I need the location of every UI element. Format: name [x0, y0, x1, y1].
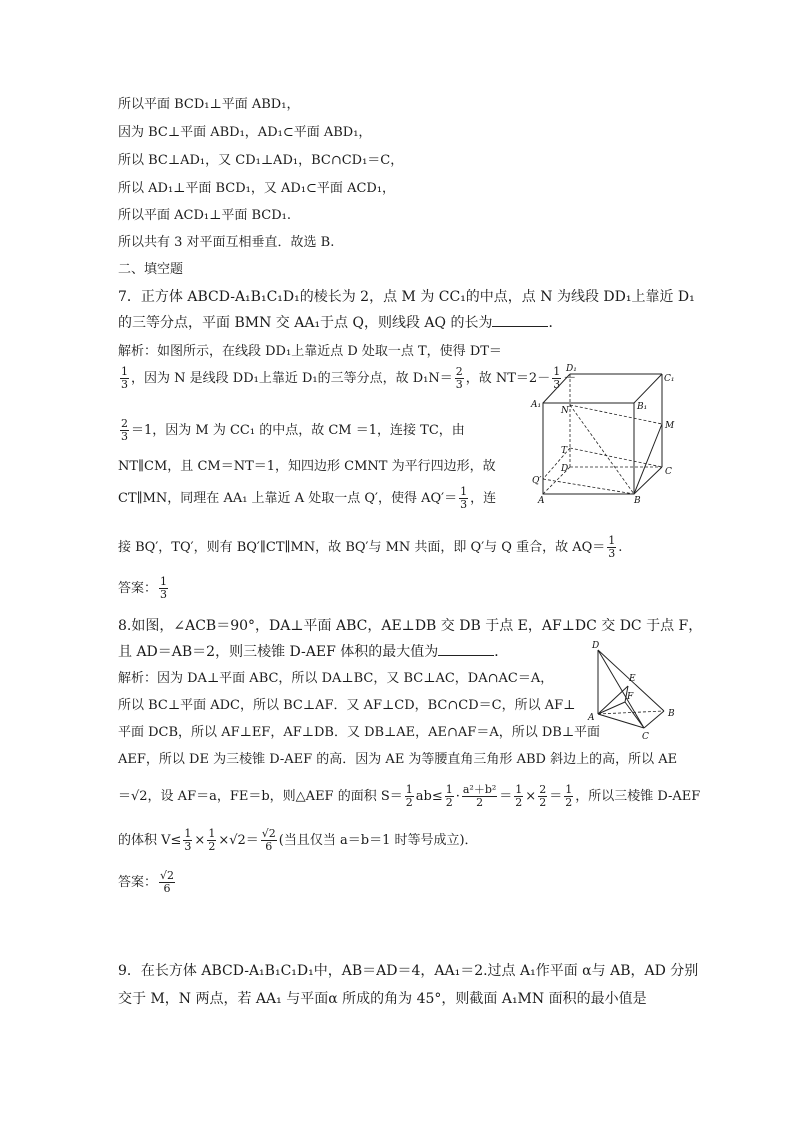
q8-solution-line-1: 解析：因为 DA⊥平面 ABC，所以 DA⊥BC，又 BC⊥AC，DA∩AC＝A， — [118, 671, 554, 686]
fraction: $\frac{2}{2}$ — [539, 783, 547, 809]
cube-label-A: A — [538, 496, 545, 504]
text-line: 所以 AD₁⊥平面 BCD₁，又 AD₁⊂平面 ACD₁， — [118, 181, 396, 196]
fraction: $\frac{2}{3}$ — [121, 417, 128, 443]
section-heading: 二、填空题 — [118, 262, 184, 277]
cube-label-D1: D₁ — [566, 364, 577, 374]
q8-text: ab≤ — [415, 789, 443, 804]
pyramid-label-F: F — [627, 692, 634, 702]
q7-text: . — [618, 540, 623, 555]
cube-label-A1: A₁ — [531, 400, 542, 410]
cube-label-D: D — [561, 464, 569, 474]
q7-answer — [118, 576, 170, 601]
fraction: $\frac{1}{3}$ — [184, 827, 192, 853]
cube-label-N: N — [561, 406, 569, 416]
q8-text: (当且仅当 a＝b＝1 时等号成立)． — [278, 833, 478, 848]
q8-solution-line-5 — [118, 784, 700, 809]
fraction: $\frac{1}{3}$ — [160, 575, 168, 601]
q8-text: ＝√2，设 AF＝a，FE＝b，则△AEF 的面积 S＝ — [118, 789, 403, 804]
q8-stem-line-1: 8.如图，∠ACB＝90°，DA⊥平面 ABC，AE⊥DB 交 DB 于点 E，AF⊥DC 交 DC 于点 F， — [118, 618, 703, 634]
pyramid-label-E: E — [629, 674, 636, 684]
q7-text: ，因为 N 是线段 DD₁上靠近 D₁的三等分点，故 D₁N＝ — [131, 371, 453, 386]
q7-stem-line-2 — [118, 314, 562, 332]
answer-label: 答案： — [118, 875, 158, 890]
q8-stem-end: ． — [494, 644, 509, 660]
q8-text: 的体积 V≤ — [118, 833, 182, 848]
cube-front-face — [543, 403, 634, 494]
fraction: $\frac{1}{2}$ — [445, 783, 453, 809]
cube-label-T: T — [561, 446, 568, 456]
q7-solution-line-5 — [118, 486, 496, 511]
fraction: $\frac{1}{3}$ — [608, 534, 616, 560]
fraction: $\frac{√2}{6}$ — [261, 827, 276, 853]
q8-solution-line-2: 所以 BC⊥平面 ADC，所以 BC⊥AF．又 AF⊥CD，BC∩CD＝C，所以 AF⊥ — [118, 698, 576, 713]
fraction: $\frac{1}{3}$ — [553, 365, 561, 391]
q8-text: ＝ — [499, 789, 513, 804]
pyramid-label-D: D — [592, 641, 600, 651]
q7-stem-line-1: 7．正方体 ABCD-A₁B₁C₁D₁的棱长为 2，点 M 为 CC₁的中点，点 N 为线段 DD₁上靠近 D₁ — [118, 289, 695, 305]
cube-figure — [530, 362, 680, 504]
q7-solution-line-1: 解析：如图所示，在线段 DD₁上靠近点 D 处取一点 T，使得 DT＝ — [118, 344, 502, 359]
q7-text: ，故 NT＝2－ — [465, 371, 551, 386]
fraction: $\frac{1}{2}$ — [405, 783, 413, 809]
q8-text: ，所以三棱锥 D-AEF — [575, 789, 701, 804]
pyramid-figure — [584, 638, 680, 742]
cube-label-C1: C₁ — [664, 374, 675, 384]
q8-stem-text: 且 AD＝AB＝2，则三棱锥 D-AEF 体积的最大值为 — [118, 644, 439, 660]
cube-label-B1: B₁ — [637, 402, 648, 412]
q8-solution-line-6 — [118, 828, 478, 853]
q8-text: ×√2＝ — [218, 833, 259, 848]
q9-stem-line-1: 9．在长方体 ABCD-A₁B₁C₁D₁中，AB＝AD＝4，AA₁＝2.过点 A₁作平面 α与 AB，AD 分别 — [118, 963, 699, 979]
fraction: $\frac{1}{2}$ — [515, 783, 523, 809]
q7-text: ＝1，因为 M 为 CC₁ 的中点，故 CM ＝1，连接 TC，由 — [131, 423, 465, 438]
q8-text: × — [525, 789, 537, 804]
q7-stem-end: ． — [548, 315, 563, 331]
pyramid-label-A: A — [588, 713, 595, 723]
cube-label-Q: Q′ — [532, 476, 542, 486]
q7-solution-line-4: NT∥CM，且 CM＝NT＝1，知四边形 CMNT 为平行四边形，故 — [118, 459, 496, 474]
fraction: $\frac{1}{3}$ — [121, 365, 128, 391]
pyramid-label-C: C — [642, 732, 649, 742]
q7-stem-text: 的三等分点，平面 BMN 交 AA₁于点 Q，则线段 AQ 的长为 — [118, 315, 493, 331]
answer-blank — [438, 643, 494, 656]
fraction: $\frac{1}{2}$ — [208, 827, 216, 853]
q7-solution-line-2 — [118, 366, 576, 391]
fraction: $\frac{1}{2}$ — [565, 783, 573, 809]
cube-label-B: B — [634, 496, 641, 504]
q8-solution-line-3: 平面 DCB，所以 AF⊥EF，AF⊥DB．又 DB⊥AE，AE∩AF＝A，所以 DB⊥平面 — [118, 725, 601, 740]
q7-text: CT∥MN，同理在 AA₁ 上靠近 A 处取一点 Q′，使得 AQ′＝ — [118, 491, 458, 506]
q9-stem-line-2: 交于 M，N 两点，若 AA₁ 与平面α 所成的角为 45°，则截面 A₁MN 面积的最小值是 — [118, 991, 647, 1007]
q7-solution-line-3 — [118, 418, 465, 443]
q8-text: × — [194, 833, 206, 848]
cube-label-M: M — [665, 421, 675, 431]
answer-blank — [492, 314, 548, 327]
text-line: 所以 BC⊥AD₁，又 CD₁⊥AD₁，BC∩CD₁＝C， — [118, 153, 404, 168]
q7-solution-line-6 — [118, 535, 622, 560]
q7-text: 接 BQ′，TQ′，则有 BQ′∥CT∥MN，故 BQ′与 MN 共面，即 Q′与 Q 重合，故 AQ＝ — [118, 540, 606, 555]
q8-text: · — [455, 789, 460, 804]
text-line: 所以共有 3 对平面互相垂直．故选 B. — [118, 235, 335, 250]
q8-answer — [118, 870, 177, 895]
q7-text: ，连 — [470, 491, 497, 506]
pyramid-label-B: B — [668, 709, 675, 719]
text-line: 因为 BC⊥平面 ABD₁，AD₁⊂平面 ABD₁， — [118, 125, 372, 140]
q7-text: － — [563, 371, 577, 386]
answer-label: 答案： — [118, 581, 158, 596]
text-line: 所以平面 ACD₁⊥平面 BCD₁. — [118, 208, 291, 223]
q8-text: ＝ — [549, 789, 563, 804]
fraction: $\frac{√2}{6}$ — [160, 869, 175, 895]
fraction: $\frac{2}{3}$ — [455, 365, 463, 391]
fraction: $\frac{\text{a²＋b²}}{2}$ — [462, 783, 497, 809]
q8-solution-line-4: AEF，所以 DE 为三棱锥 D-AEF 的高．因为 AE 为等腰直角三角形 ABD 斜边上的高，所以 AE — [118, 752, 678, 767]
cube-label-C: C — [665, 467, 672, 477]
fraction: $\frac{1}{3}$ — [460, 485, 468, 511]
text-line: 所以平面 BCD₁⊥平面 ABD₁， — [118, 97, 300, 112]
q8-stem-line-2 — [118, 643, 508, 661]
